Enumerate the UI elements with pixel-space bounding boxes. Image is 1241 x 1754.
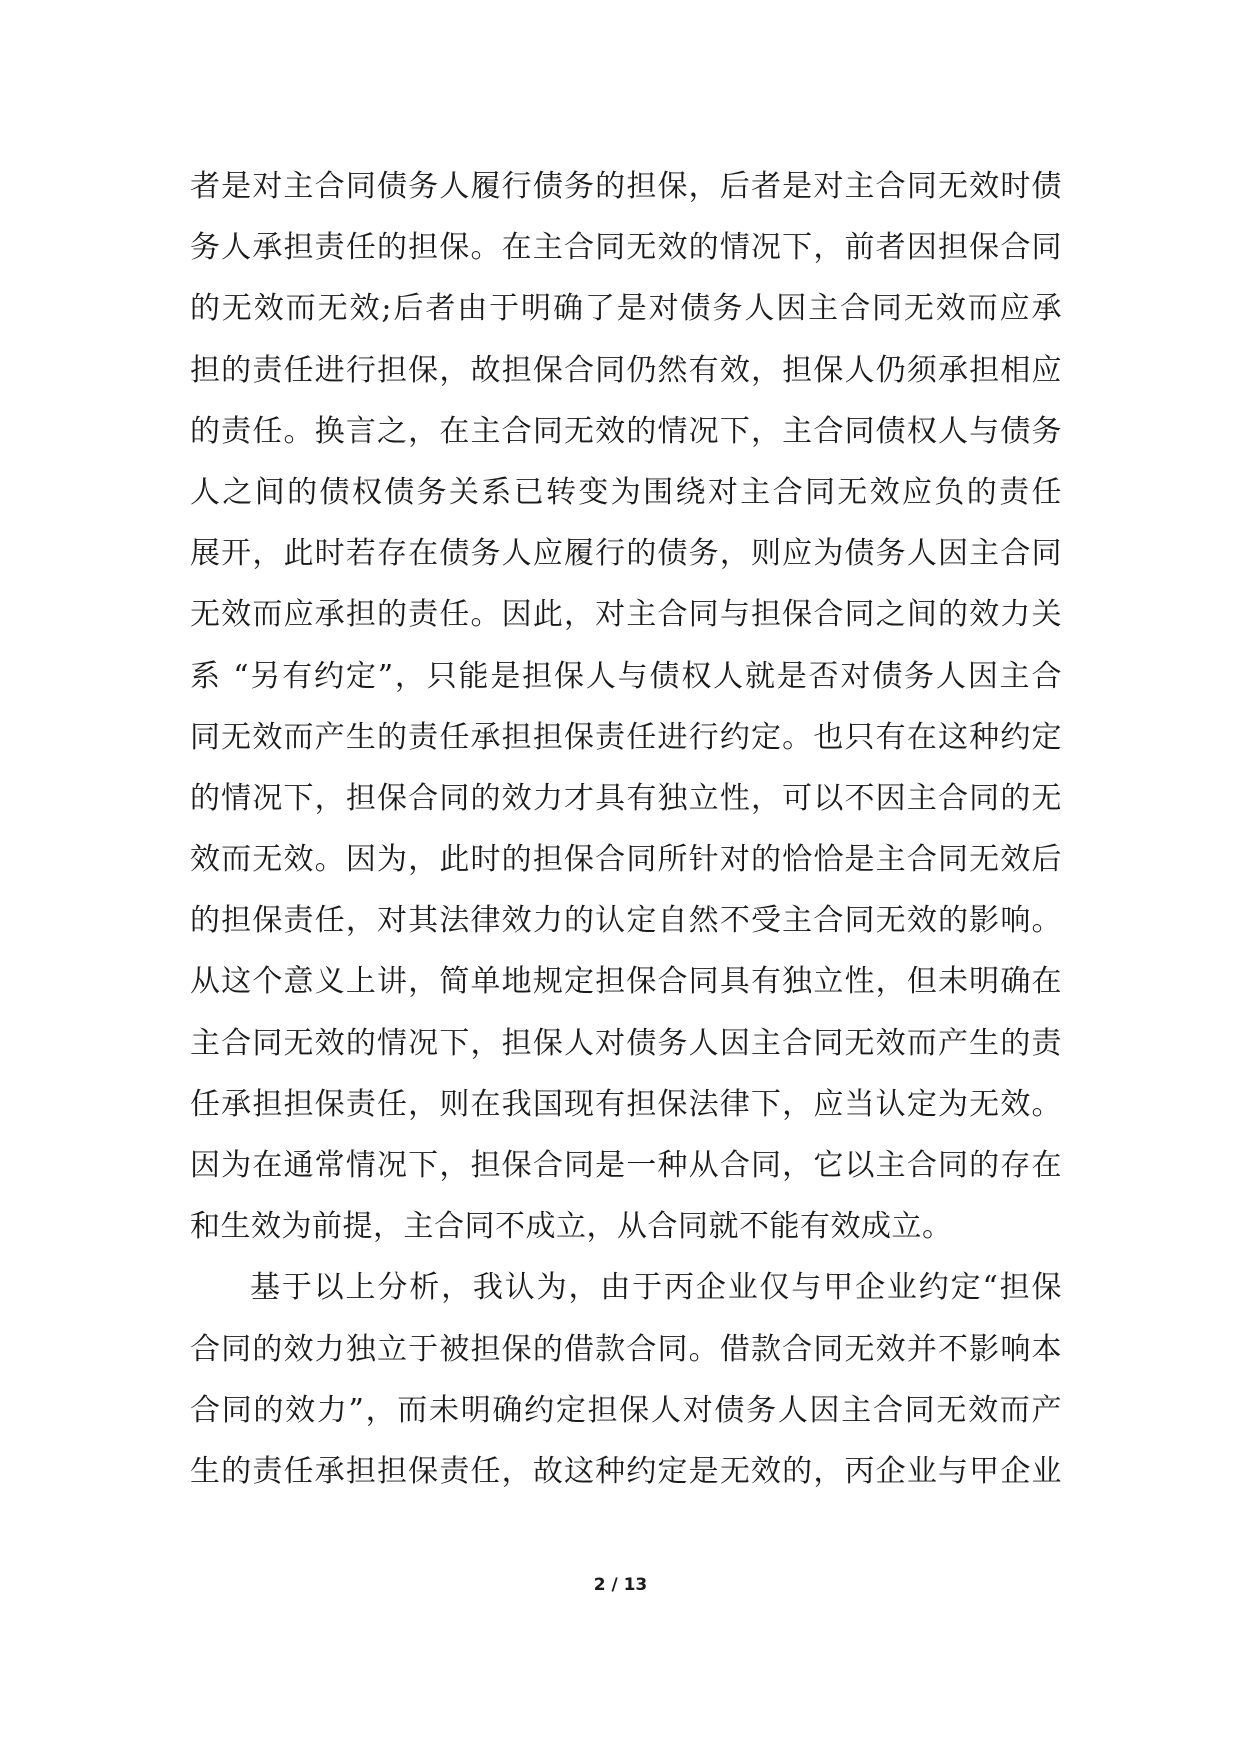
text-line: 无效而应承担的责任。因此，对主合同与担保合同之间的效力关: [190, 597, 1062, 633]
text-line: 任承担担保责任，则在我国现有担保法律下，应当认定为无效。: [190, 1086, 1062, 1122]
text-line: 的情况下，担保合同的效力才具有独立性，可以不因主合同的无: [190, 780, 1062, 816]
text-line: 人之间的债权债务关系已转变为围绕对主合同无效应负的责任: [190, 474, 1062, 510]
text-line: 担的责任进行担保，故担保合同仍然有效，担保人仍须承担相应: [190, 352, 1062, 388]
text-line: 的担保责任，对其法律效力的认定自然不受主合同无效的影响。: [190, 903, 1062, 939]
text-line: 合同的效力独立于被担保的借款合同。借款合同无效并不影响本: [190, 1331, 1062, 1367]
paragraph-first-line: 基于以上分析，我认为，由于丙企业仅与甲企业约定“担保: [250, 1270, 1062, 1306]
text-line: 合同的效力”，而未明确约定担保人对债务人因主合同无效而产: [190, 1392, 1062, 1428]
page-number: 2 / 13: [593, 1575, 648, 1595]
text-line: 同无效而产生的责任承担担保责任进行约定。也只有在这种约定: [190, 719, 1062, 755]
text-line: 的责任。换言之，在主合同无效的情况下，主合同债权人与债务: [190, 413, 1062, 449]
text-line: 展开，此时若存在债务人应履行的债务，则应为债务人因主合同: [190, 536, 1062, 572]
text-line: 因为在通常情况下，担保合同是一种从合同，它以主合同的存在: [190, 1148, 1062, 1183]
text-line: 从这个意义上讲，简单地规定担保合同具有独立性，但未明确在: [190, 964, 1062, 1000]
text-line: 的无效而无效;后者由于明确了是对债务人因主合同无效而应承: [190, 291, 1062, 327]
text-line: 务人承担责任的担保。在主合同无效的情况下，前者因担保合同: [190, 230, 1062, 266]
text-line: 和生效为前提，主合同不成立，从合同就不能有效成立。: [190, 1209, 953, 1245]
text-line: 者是对主合同债务人履行债务的担保，后者是对主合同无效时债: [190, 169, 1062, 204]
text-line: 生的责任承担担保责任，故这种约定是无效的，丙企业与甲企业: [190, 1453, 1062, 1489]
body-text: [190, 156, 1062, 1502]
text-line: 效而无效。因为，此时的担保合同所针对的恰恰是主合同无效后: [190, 842, 1062, 878]
text-line: 主合同无效的情况下，担保人对债务人因主合同无效而产生的责: [190, 1025, 1062, 1061]
text-line: 系 “另有约定”，只能是担保人与债权人就是否对债务人因主合: [190, 658, 1062, 694]
